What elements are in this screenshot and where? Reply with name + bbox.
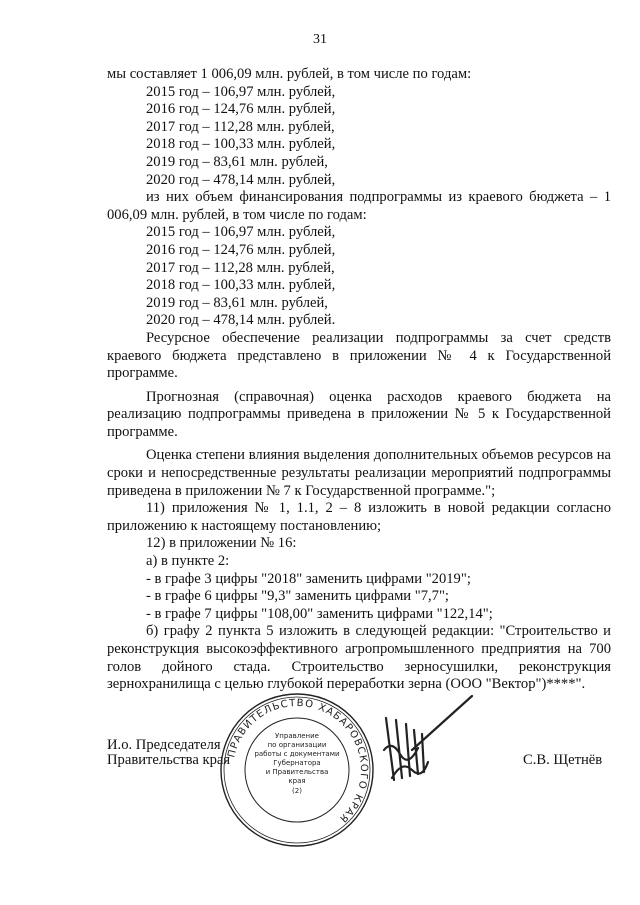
paragraph-line: 2019 год – 83,61 млн. рублей,: [146, 294, 328, 311]
official-stamp: [217, 690, 377, 850]
paragraph-line: 2015 год – 106,97 млн. рублей,: [146, 83, 336, 100]
paragraph-line: 2018 год – 100,33 млн. рублей,: [146, 277, 336, 294]
svg-text:(2): (2): [292, 787, 302, 795]
paragraph-line: 11) приложения № 1, 1.1, 2 – 8 изложить в новой редакции согласно приложению к настоящему постановлению;: [107, 500, 611, 534]
paragraph-line: - в графе 7 цифры "108,00" заменить цифрами "122,14";: [146, 605, 493, 622]
svg-text:и Правительства: и Правительства: [265, 768, 329, 776]
document-body: [107, 66, 611, 694]
svg-text:по организации: по организации: [267, 741, 327, 749]
paragraph-line: 2016 год – 124,76 млн. рублей,: [146, 241, 336, 258]
paragraph-line: мы составляет 1 006,09 млн. рублей, в том числе по годам:: [107, 66, 472, 82]
paragraph-line: 2020 год – 478,14 млн. рублей,: [146, 171, 336, 188]
svg-text:края: края: [288, 777, 306, 785]
paragraph-line: 2017 год – 112,28 млн. рублей,: [146, 259, 335, 276]
paragraph-line: 2020 год – 478,14 млн. рублей.: [146, 312, 336, 329]
paragraph-line: 12) в приложении № 16:: [146, 535, 297, 552]
paragraph-line: Прогнозная (справочная) оценка расходов краевого бюджета на реализацию подпрограммы приведена в приложении № 5 к Государственной программе.: [107, 388, 611, 440]
paragraph-line: 2017 год – 112,28 млн. рублей,: [146, 118, 335, 135]
svg-text:работы с документами: работы с документами: [254, 750, 340, 758]
handwritten-signature: [372, 690, 482, 800]
paragraph-line: из них объем финансирования подпрограммы из краевого бюджета – 1 006,09 млн. рублей, в том числе по годам:: [107, 189, 611, 223]
signatory-title-line: Правительства края: [107, 752, 231, 768]
paragraph-line: а) в пункте 2:: [146, 553, 230, 570]
paragraph-line: - в графе 3 цифры "2018" заменить цифрами "2019";: [146, 570, 471, 587]
paragraph-line: 2019 год – 83,61 млн. рублей,: [146, 153, 328, 170]
paragraph-line: - в графе 6 цифры "9,3" заменить цифрами "7,7";: [146, 588, 449, 605]
page-number: 31: [313, 32, 327, 47]
svg-text:ПРАВИТЕЛЬСТВО ХАБАРОВСКОГО КРА: ПРАВИТЕЛЬСТВО ХАБАРОВСКОГО КРАЯ: [226, 697, 370, 825]
paragraph-line: 2015 год – 106,97 млн. рублей,: [146, 224, 336, 241]
paragraph-line: 2016 год – 124,76 млн. рублей,: [146, 101, 336, 118]
svg-text:Управление: Управление: [275, 732, 319, 740]
signatory-title-line: И.о. Председателя: [107, 737, 221, 753]
signatory-name: С.В. Щетнёв: [523, 752, 603, 768]
signatory-title: [107, 738, 230, 768]
paragraph-line: Оценка степени влияния выделения дополнительных объемов ресурсов на сроки и непосредственные результаты реализации мероприятий подпрограммы приведена в приложении № 7 к Государственной программе.";: [107, 447, 611, 499]
paragraph-line: б) графу 2 пункта 5 изложить в следующей редакции: "Строительство и реконструкция высокоэффективного агропромышленного предприятия на 700 голов дойного стада. Строительство зерносушилки, реконструкция зернохранилища с целью глубокой переработки зерна (ООО "Вектор")****".: [107, 623, 611, 693]
svg-text:Губернатора: Губернатора: [273, 759, 321, 767]
paragraph-line: Ресурсное обеспечение реализации подпрограммы за счет средств краевого бюджета представлено в приложении № 4 к Государственной программе.: [107, 329, 611, 382]
paragraph-line: 2018 год – 100,33 млн. рублей,: [146, 136, 336, 153]
